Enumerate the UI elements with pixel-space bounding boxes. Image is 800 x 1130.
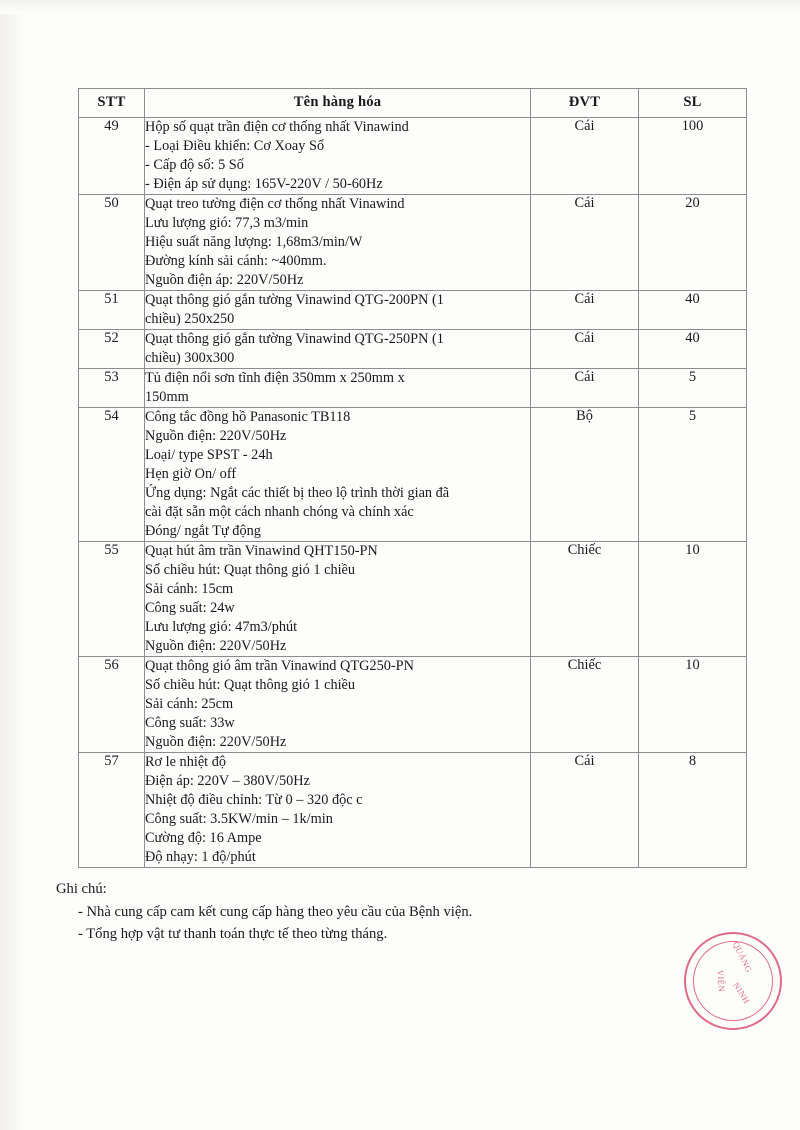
cell-name xyxy=(145,330,531,369)
cell-name-line: Quạt hút âm trần Vinawind QHT150-PN xyxy=(145,543,378,559)
cell-name-line: Nguồn điện: 220V/50Hz xyxy=(145,428,287,444)
cell-sl: 100 xyxy=(639,118,747,195)
table-row xyxy=(79,408,747,542)
cell-name-line: Hẹn giờ On/ off xyxy=(145,466,237,482)
cell-name-line: Quạt thông gió gắn tường Vinawind QTG-250PN (1 xyxy=(145,331,444,347)
cell-name-line: - Cấp độ số: 5 Số xyxy=(145,157,244,173)
cell-dvt: Bộ xyxy=(531,408,639,542)
note-line-1: - Nhà cung cấp cam kết cung cấp hàng theo yêu cầu của Bệnh viện. xyxy=(78,903,473,920)
cell-dvt: Cái xyxy=(531,330,639,369)
cell-name-line: Quạt thông gió âm trần Vinawind QTG250-PN xyxy=(145,658,414,674)
goods-table xyxy=(78,88,747,868)
cell-sl: 20 xyxy=(639,195,747,291)
cell-name-line: Số chiều hút: Quạt thông gió 1 chiều xyxy=(145,677,356,693)
cell-stt: 50 xyxy=(79,195,145,291)
cell-name xyxy=(145,369,531,408)
stamp-text-1: QUẢNG xyxy=(730,939,755,975)
cell-name-line: Công tắc đồng hồ Panasonic TB118 xyxy=(145,409,351,425)
cell-name-line: Công suất: 33w xyxy=(145,715,235,731)
cell-name-line: - Điện áp sử dụng: 165V-220V / 50-60Hz xyxy=(145,176,383,192)
cell-sl: 5 xyxy=(639,408,747,542)
cell-name-line: Quạt treo tường điện cơ thống nhất Vinawind xyxy=(145,196,405,212)
notes-heading: Ghi chú: xyxy=(56,881,107,897)
cell-name-line: Điện áp: 220V – 380V/50Hz xyxy=(145,773,310,789)
cell-name xyxy=(145,118,531,195)
table-row xyxy=(79,657,747,753)
notes-section xyxy=(56,878,746,946)
cell-name xyxy=(145,542,531,657)
cell-name-line: Cường độ: 16 Ampe xyxy=(145,830,262,846)
cell-stt: 54 xyxy=(79,408,145,542)
cell-name-line: Nguồn điện: 220V/50Hz xyxy=(145,638,287,654)
cell-dvt: Chiếc xyxy=(531,542,639,657)
cell-dvt: Cái xyxy=(531,369,639,408)
cell-name-line: Hiệu suất năng lượng: 1,68m3/min/W xyxy=(145,234,363,250)
cell-name xyxy=(145,657,531,753)
cell-name xyxy=(145,753,531,868)
cell-name-line: Loại/ type SPST - 24h xyxy=(145,447,273,463)
cell-dvt: Cái xyxy=(531,118,639,195)
cell-dvt: Cái xyxy=(531,753,639,868)
cell-stt: 53 xyxy=(79,369,145,408)
stamp-text-3: VIỆN xyxy=(715,969,727,993)
cell-name-line: Nguồn điện áp: 220V/50Hz xyxy=(145,272,304,288)
table-row xyxy=(79,369,747,408)
cell-name xyxy=(145,291,531,330)
cell-sl: 40 xyxy=(639,330,747,369)
cell-name xyxy=(145,195,531,291)
column-header-name: Tên hàng hóa xyxy=(145,89,531,118)
cell-name-line: Tủ điện nổi sơn tĩnh điện 350mm x 250mm x xyxy=(145,370,405,386)
cell-name-line: Đường kính sải cánh: ~400mm. xyxy=(145,253,327,269)
stamp-text-2: NINH xyxy=(731,980,753,1006)
stamp-clip xyxy=(715,460,800,1006)
table-row xyxy=(79,753,747,868)
cell-stt: 57 xyxy=(79,753,145,868)
cell-name-line: Lưu lượng gió: 47m3/phút xyxy=(145,619,298,635)
cell-name-line: cài đặt sẵn một cách nhanh chóng và chính xác xyxy=(145,504,414,520)
table-row xyxy=(79,330,747,369)
column-header-dvt: ĐVT xyxy=(531,89,639,118)
cell-name-line: Hộp số quạt trần điện cơ thống nhất Vinawind xyxy=(145,119,409,135)
cell-sl: 5 xyxy=(639,369,747,408)
cell-stt: 51 xyxy=(79,291,145,330)
table-row xyxy=(79,195,747,291)
official-stamp-icon xyxy=(684,932,782,1030)
cell-stt: 55 xyxy=(79,542,145,657)
cell-name-line: Đóng/ ngắt Tự động xyxy=(145,523,261,539)
cell-name-line: Rơ le nhiệt độ xyxy=(145,754,227,770)
cell-stt: 56 xyxy=(79,657,145,753)
cell-sl: 8 xyxy=(639,753,747,868)
cell-name-line: - Loại Điều khiển: Cơ Xoay Số xyxy=(145,138,325,154)
table-row xyxy=(79,291,747,330)
cell-dvt: Chiếc xyxy=(531,657,639,753)
cell-name-line: Sải cánh: 25cm xyxy=(145,696,234,712)
cell-name-line: Số chiều hút: Quạt thông gió 1 chiều xyxy=(145,562,356,578)
table-header-row xyxy=(79,89,747,118)
cell-stt: 52 xyxy=(79,330,145,369)
cell-sl: 40 xyxy=(639,291,747,330)
cell-name-line: Công suất: 3.5KW/min – 1k/min xyxy=(145,811,333,827)
cell-sl: 10 xyxy=(639,657,747,753)
table-row xyxy=(79,118,747,195)
cell-name-line: Sải cánh: 15cm xyxy=(145,581,234,597)
cell-name-line: Độ nhạy: 1 độ/phút xyxy=(145,849,256,865)
cell-name-line: Lưu lượng gió: 77,3 m3/min xyxy=(145,215,309,231)
cell-name-line: Nhiệt độ điều chỉnh: Từ 0 – 320 độc c xyxy=(145,792,363,808)
note-line-2: - Tổng hợp vật tư thanh toán thực tế theo từng tháng. xyxy=(78,926,388,943)
cell-dvt: Cái xyxy=(531,195,639,291)
cell-name-line: Ứng dụng: Ngắt các thiết bị theo lộ trình thời gian đã xyxy=(145,485,450,501)
scan-edge-left xyxy=(0,0,26,1130)
cell-name-line: chiều) 300x300 xyxy=(145,350,235,366)
cell-sl: 10 xyxy=(639,542,747,657)
scan-edge-top xyxy=(0,0,800,14)
column-header-sl: SL xyxy=(639,89,747,118)
cell-name-line: 150mm xyxy=(145,389,189,405)
cell-dvt: Cái xyxy=(531,291,639,330)
cell-stt: 49 xyxy=(79,118,145,195)
cell-name-line: Công suất: 24w xyxy=(145,600,235,616)
cell-name-line: Quạt thông gió gắn tường Vinawind QTG-200PN (1 xyxy=(145,292,444,308)
cell-name-line: chiều) 250x250 xyxy=(145,311,235,327)
cell-name xyxy=(145,408,531,542)
document-body xyxy=(56,88,746,946)
cell-name-line: Nguồn điện: 220V/50Hz xyxy=(145,734,287,750)
column-header-stt: STT xyxy=(79,89,145,118)
table-row xyxy=(79,542,747,657)
